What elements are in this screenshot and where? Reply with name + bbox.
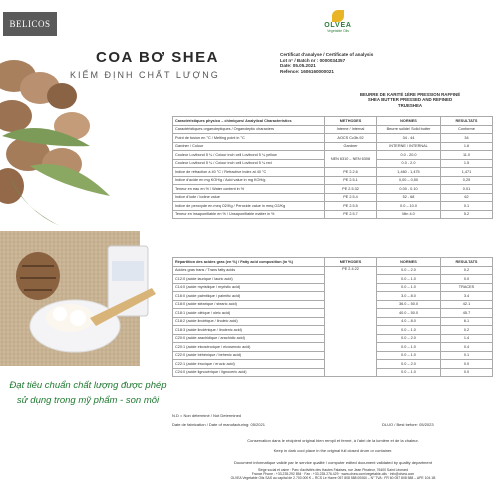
- certificate-document: [168, 8, 498, 496]
- analysis-name: Couleur Lovibond 5 ¼ / Colour inch cell Lovibond 5 ¼ red: [173, 159, 325, 168]
- result: 0.01: [441, 185, 493, 194]
- address-block: [172, 468, 494, 481]
- result: 42.1: [441, 300, 493, 309]
- norm: 0.0 – 2.0: [377, 360, 441, 369]
- result: 62: [441, 193, 493, 202]
- page-subtitle: KIỂM ĐỊNH CHẤT LƯỢNG: [70, 70, 220, 80]
- result: 0.2: [441, 266, 493, 275]
- table-row: [173, 134, 493, 143]
- table-row: [173, 210, 493, 219]
- table-row: [173, 168, 493, 177]
- result: 0.1: [441, 351, 493, 360]
- norm: 0.0 – 1.0: [377, 326, 441, 335]
- result: 0.0: [441, 275, 493, 284]
- column-header: METHODES: [325, 258, 377, 267]
- method: NEN 6310 – NEN 6308: [325, 151, 377, 168]
- norm: 0.0 – 1.0: [377, 343, 441, 352]
- method: PE 2.4.22: [325, 266, 377, 377]
- nd-note: N.D = Non déterminé / Not Determined: [172, 413, 242, 418]
- table-header-row: [173, 117, 493, 126]
- olvea-name: OLVEA: [324, 22, 352, 29]
- norm: 0.0 - 2.0: [377, 159, 441, 168]
- table-row: [173, 176, 493, 185]
- result: 0.2: [441, 326, 493, 335]
- quality-caption: Đạt tiêu chuẩn chất lượng được phép sử dụng trong mỹ phẩm - son môi: [9, 380, 167, 406]
- norm: 0,00 – 0,50: [377, 176, 441, 185]
- table-header-row: [173, 258, 493, 267]
- olvea-logo: [318, 10, 358, 33]
- product-line: TRUESHEA: [397, 102, 423, 108]
- method: Interne / Internal: [325, 125, 377, 134]
- norm: 0.0 – 1.0: [377, 351, 441, 360]
- method: PE 2.5.4: [325, 193, 377, 202]
- analysis-name: Caractéristiques organoleptiques / Organoleptic characters: [173, 125, 325, 134]
- norm: 40.0 – 50.0: [377, 309, 441, 318]
- page-title: COA BƠ SHEA: [96, 49, 219, 66]
- column-header: RESULTATS: [441, 258, 493, 267]
- norm: Beurre solide/ Solid butter: [377, 125, 441, 134]
- table-row: [173, 185, 493, 194]
- method: PE 2.5.1: [325, 176, 377, 185]
- column-header: RESULTATS: [441, 117, 493, 126]
- norm: 0.0 - 20.0: [377, 151, 441, 160]
- result: 34: [441, 134, 493, 143]
- result: 1.5: [441, 159, 493, 168]
- product-line: SHEA BUTTER PRESSED AND REFINED: [367, 97, 453, 103]
- analysis-name: Gardner / Colour: [173, 142, 325, 151]
- norm: INTERNE / INTERNAL: [377, 142, 441, 151]
- batch-number: Lot n° / Batch nr : 0000034357: [280, 57, 346, 63]
- analysis-name: Indice d'iode / Iodine value: [173, 193, 325, 202]
- analytical-table: [172, 116, 493, 219]
- method: PE 2.5.7: [325, 210, 377, 219]
- norm: 0.0 – 1.0: [377, 368, 441, 377]
- result: 0.4: [441, 343, 493, 352]
- fatty-acid-name: C24:0 (acide lignocérique / lignoceric acid): [173, 368, 325, 377]
- column-header: NORMES: [377, 258, 441, 267]
- method: Gardner: [325, 142, 377, 151]
- best-before-date: DLUO / Best before: 05/2023: [382, 422, 434, 427]
- norm: 34 - 44: [377, 134, 441, 143]
- address-line: OLVEA Vegetable Oils SAS au capital de 2.700.000 € – RCS Le Havre 057 808 588 00060 – N° TVA : FR 60 057 808 588 – APE 104.1B: [230, 476, 436, 481]
- norm: 0.0 – 1.0: [377, 283, 441, 292]
- column-header: Caractéristiques physico – chimiques/ Analytical Characteristics: [173, 117, 325, 126]
- norm: 0.0 – 10.0: [377, 202, 441, 211]
- fatty-acid-name: C16:0 (acide palmitique / palmitic acid): [173, 292, 325, 301]
- result: 0.0: [441, 360, 493, 369]
- validation-note: Document informatique validé par le service qualité / computer edited document validated by quality department: [234, 460, 432, 465]
- result: 1.6: [441, 142, 493, 151]
- norm: 36.0 – 50.0: [377, 300, 441, 309]
- conservation-en: Keep in dark cool place in the original full closed drum or container.: [273, 448, 393, 453]
- method: PE 2.2.6: [325, 168, 377, 177]
- table-row: [173, 202, 493, 211]
- table-row: [173, 193, 493, 202]
- result: 0.1: [441, 202, 493, 211]
- result: 0.0: [441, 368, 493, 377]
- product-photo: [0, 56, 160, 366]
- result: 1,471: [441, 168, 493, 177]
- fatty-acid-name: Acides gras trans / Trans fatty acids: [173, 266, 325, 275]
- belicos-logo: BELICOS: [3, 12, 57, 36]
- norm: Min 4.0: [377, 210, 441, 219]
- norm: 52 - 68: [377, 193, 441, 202]
- method: PE 2.5.5: [325, 202, 377, 211]
- column-header: METHODES: [325, 117, 377, 126]
- norm: 0.00 - 0.10: [377, 185, 441, 194]
- fatty-acid-name: C18:3 (acide linolénique / linolenic acid): [173, 326, 325, 335]
- fatty-acid-name: C22:0 (acide béhénique / behenic acid): [173, 351, 325, 360]
- table-row: [173, 151, 493, 160]
- analysis-name: Teneur en insaponifiable en % / Unsaponifiable matter in %: [173, 210, 325, 219]
- result: 11.0: [441, 151, 493, 160]
- column-header: NORMES: [377, 117, 441, 126]
- fatty-acid-name: C20:1 (acide eicosénoique / eicosenoic acid): [173, 343, 325, 352]
- analysis-name: Indice de peroxyde en meq O2/Kg / Peroxide value in meq O2/Kg: [173, 202, 325, 211]
- fatty-acid-name: C14:0 (acide myristique / myristic acid): [173, 283, 325, 292]
- fatty-acid-table: [172, 257, 493, 377]
- norm: 0.0 – 2.0: [377, 334, 441, 343]
- fatty-acid-name: C18:1 (acide oléique / oleic acid): [173, 309, 325, 318]
- norm: 0.0 – 1.0: [377, 275, 441, 284]
- manufacture-date: Date de fabrication / Date of manufacturing: 05/2021: [172, 422, 265, 427]
- fatty-acid-name: C12:0 (acide laurique / lauric acid): [173, 275, 325, 284]
- method: PE 2.5.32: [325, 185, 377, 194]
- norm: 0.0 – 2.0: [377, 266, 441, 275]
- column-header: Répartition des acides gras (en %) / Fatty acid composition (in %): [173, 258, 325, 267]
- table-row: [173, 142, 493, 151]
- fatty-acid-name: C18:2 (acide linoléique / linoleic acid): [173, 317, 325, 326]
- dates-row: [172, 422, 494, 427]
- olvea-leaf-icon: [332, 10, 344, 22]
- analysis-name: Teneur en eau en % / Water content in %: [173, 185, 325, 194]
- olvea-tagline: Vegetable Oils: [327, 29, 349, 33]
- shea-product-image: [0, 56, 160, 366]
- fatty-acid-name: C18:0 (acide stéarique / stearic acid): [173, 300, 325, 309]
- certificate-title: Certificat d'analyse / Certificate of analysis: [280, 52, 374, 57]
- analysis-name: Point de fusion en °C / Melting point in °C: [173, 134, 325, 143]
- norm: 1,460 - 1,475: [377, 168, 441, 177]
- result: 1.4: [441, 334, 493, 343]
- product-name: [330, 92, 490, 108]
- fatty-acid-name: C20:0 (acide arachidique / arachidic acid): [173, 334, 325, 343]
- result: 0,25: [441, 176, 493, 185]
- norm: 3.0 – 8.0: [377, 292, 441, 301]
- result: 3.4: [441, 292, 493, 301]
- address-line: France Phone : +33.235.292 854 · Fax : +33.235.276.429 · www.olvea.com/vegetable-oils · info@olvea.com: [251, 472, 415, 477]
- result: Conforme: [441, 125, 493, 134]
- analysis-name: Indice d'acide en mg KOH/g / Acid value in mg KOH/g: [173, 176, 325, 185]
- analysis-name: Indice de réfraction à 40 °C / Refractive index at 40 °C: [173, 168, 325, 177]
- method: AOCS Cc3b-92: [325, 134, 377, 143]
- fatty-acid-name: C22:1 (acide érucique / erucic acid): [173, 360, 325, 369]
- result: 5.2: [441, 210, 493, 219]
- analysis-name: Couleur Lovibond 5 ¼ / Colour inch cell Lovibond 5 ¼ yellow: [173, 151, 325, 160]
- table-row: [173, 266, 493, 275]
- certificate-header: [280, 52, 480, 74]
- result: 45.7: [441, 309, 493, 318]
- conservation-fr: Conservation dans le récipient original bien rempli et fermé, à l'abri de la lumière et de la chaleur.: [247, 438, 419, 443]
- certificate-reference: Refence: 1606160000021: [280, 68, 334, 74]
- address-line: Siège social et usine : Parc d'activités des Hautes Falaises, rue Jean Pinateur, 76400 Saint Léonard: [257, 468, 409, 472]
- certificate-date: Date: 05.05.2021: [280, 63, 316, 69]
- result: TRACES: [441, 283, 493, 292]
- product-line: BEURRE DE KARITÉ 1ÈRE PRESSION RAFFINÉ: [359, 92, 461, 97]
- table-row: [173, 125, 493, 134]
- norm: 4.0 – 8.0: [377, 317, 441, 326]
- result: 6.1: [441, 317, 493, 326]
